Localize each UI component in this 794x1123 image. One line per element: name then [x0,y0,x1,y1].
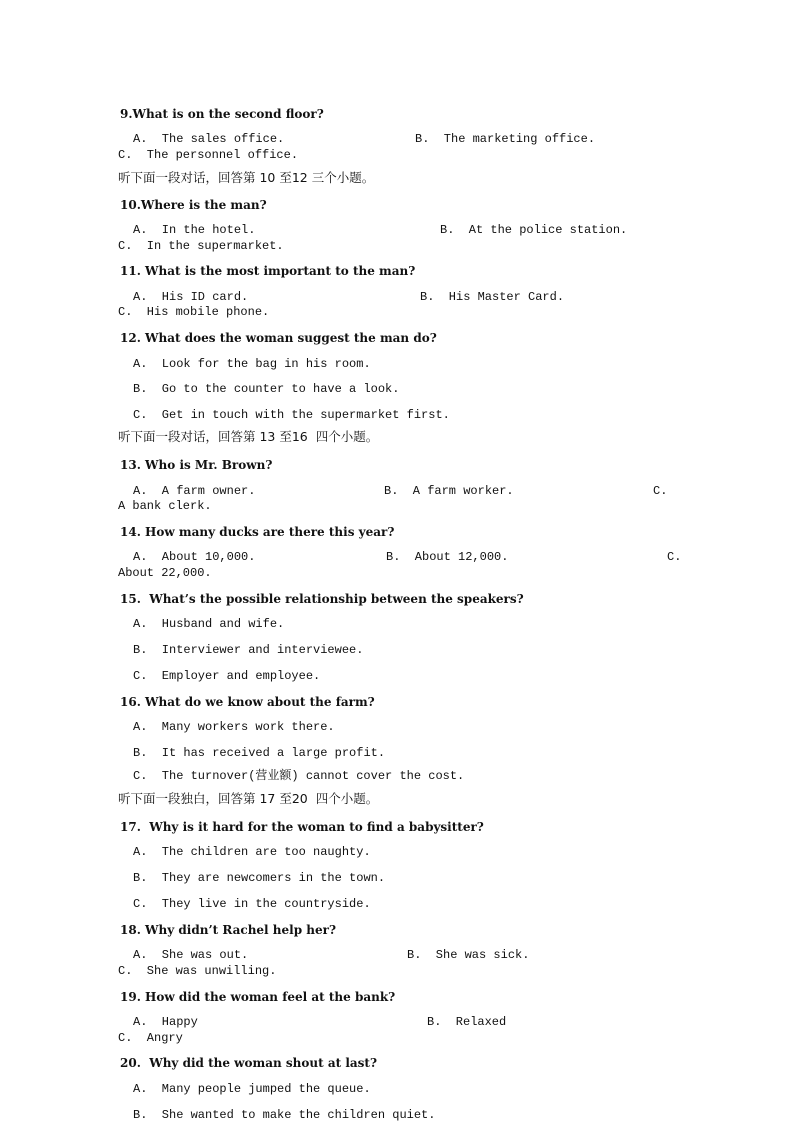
answer-option: C. In the supermarket. [118,239,284,253]
answer-option: B. About 12,000. [386,550,509,564]
question-text: 17. Why is it hard for the woman to find a babysitter? [120,820,484,834]
question-text: 18. Why didn’t Rachel help her? [120,923,336,937]
answer-option: C. [653,484,668,498]
answer-option: B. Interviewer and interviewee. [133,643,364,657]
answer-option: B. The marketing office. [415,132,596,146]
answer-option: C. The turnover(营业额) cannot cover the cost. [133,769,465,783]
answer-option: A. She was out. [133,948,249,962]
answer-option: C. They live in the countryside. [133,897,371,911]
answer-option: B. Relaxed [427,1015,507,1029]
answer-option: A. About 10,000. [133,550,256,564]
section-instruction: 听下面一段对话，回答第 10 至12 三个小题。 [118,170,375,185]
answer-option: B. A farm worker. [384,484,514,498]
answer-option: B. Go to the counter to have a look. [133,382,400,396]
question-text: 12. What does the woman suggest the man do? [120,331,437,345]
answer-option: A bank clerk. [118,499,212,513]
answer-option: B. They are newcomers in the town. [133,871,386,885]
answer-option: B. His Master Card. [420,290,565,304]
answer-option: About 22,000. [118,566,212,580]
question-text: 20. Why did the woman shout at last? [120,1056,377,1070]
section-instruction: 听下面一段对话，回答第 13 至16 四个小题。 [118,429,379,444]
answer-option: C. Get in touch with the supermarket first. [133,408,450,422]
answer-option: B. At the police station. [440,223,628,237]
question-text: 16. What do we know about the farm? [120,695,375,709]
answer-option: A. In the hotel. [133,223,256,237]
question-text: 19. How did the woman feel at the bank? [120,990,396,1004]
question-text: 10.Where is the man? [120,198,267,212]
answer-option: A. Many workers work there. [133,720,335,734]
answer-option: A. Husband and wife. [133,617,285,631]
section-instruction: 听下面一段独白，回答第 17 至20 四个小题。 [118,791,379,806]
answer-option: A. The sales office. [133,132,285,146]
answer-option: C. The personnel office. [118,148,299,162]
answer-option: B. She was sick. [407,948,530,962]
question-text: 13. Who is Mr. Brown? [120,458,273,472]
question-text: 11. What is the most important to the man? [120,264,416,278]
answer-option: A. Happy [133,1015,198,1029]
answer-option: A. Many people jumped the queue. [133,1082,371,1096]
answer-option: C. Employer and employee. [133,669,321,683]
answer-option: A. A farm owner. [133,484,256,498]
answer-option: C. [667,550,682,564]
question-text: 9.What is on the second floor? [120,107,324,121]
answer-option: A. Look for the bag in his room. [133,357,371,371]
answer-option: C. Angry [118,1031,183,1045]
answer-option: A. His ID card. [133,290,249,304]
question-text: 15. What’s the possible relationship between the speakers? [120,592,524,606]
answer-option: B. It has received a large profit. [133,746,386,760]
answer-option: C. His mobile phone. [118,305,270,319]
question-text: 14. How many ducks are there this year? [120,525,395,539]
answer-option: C. She was unwilling. [118,964,277,978]
answer-option: B. She wanted to make the children quiet. [133,1108,436,1122]
answer-option: A. The children are too naughty. [133,845,371,859]
